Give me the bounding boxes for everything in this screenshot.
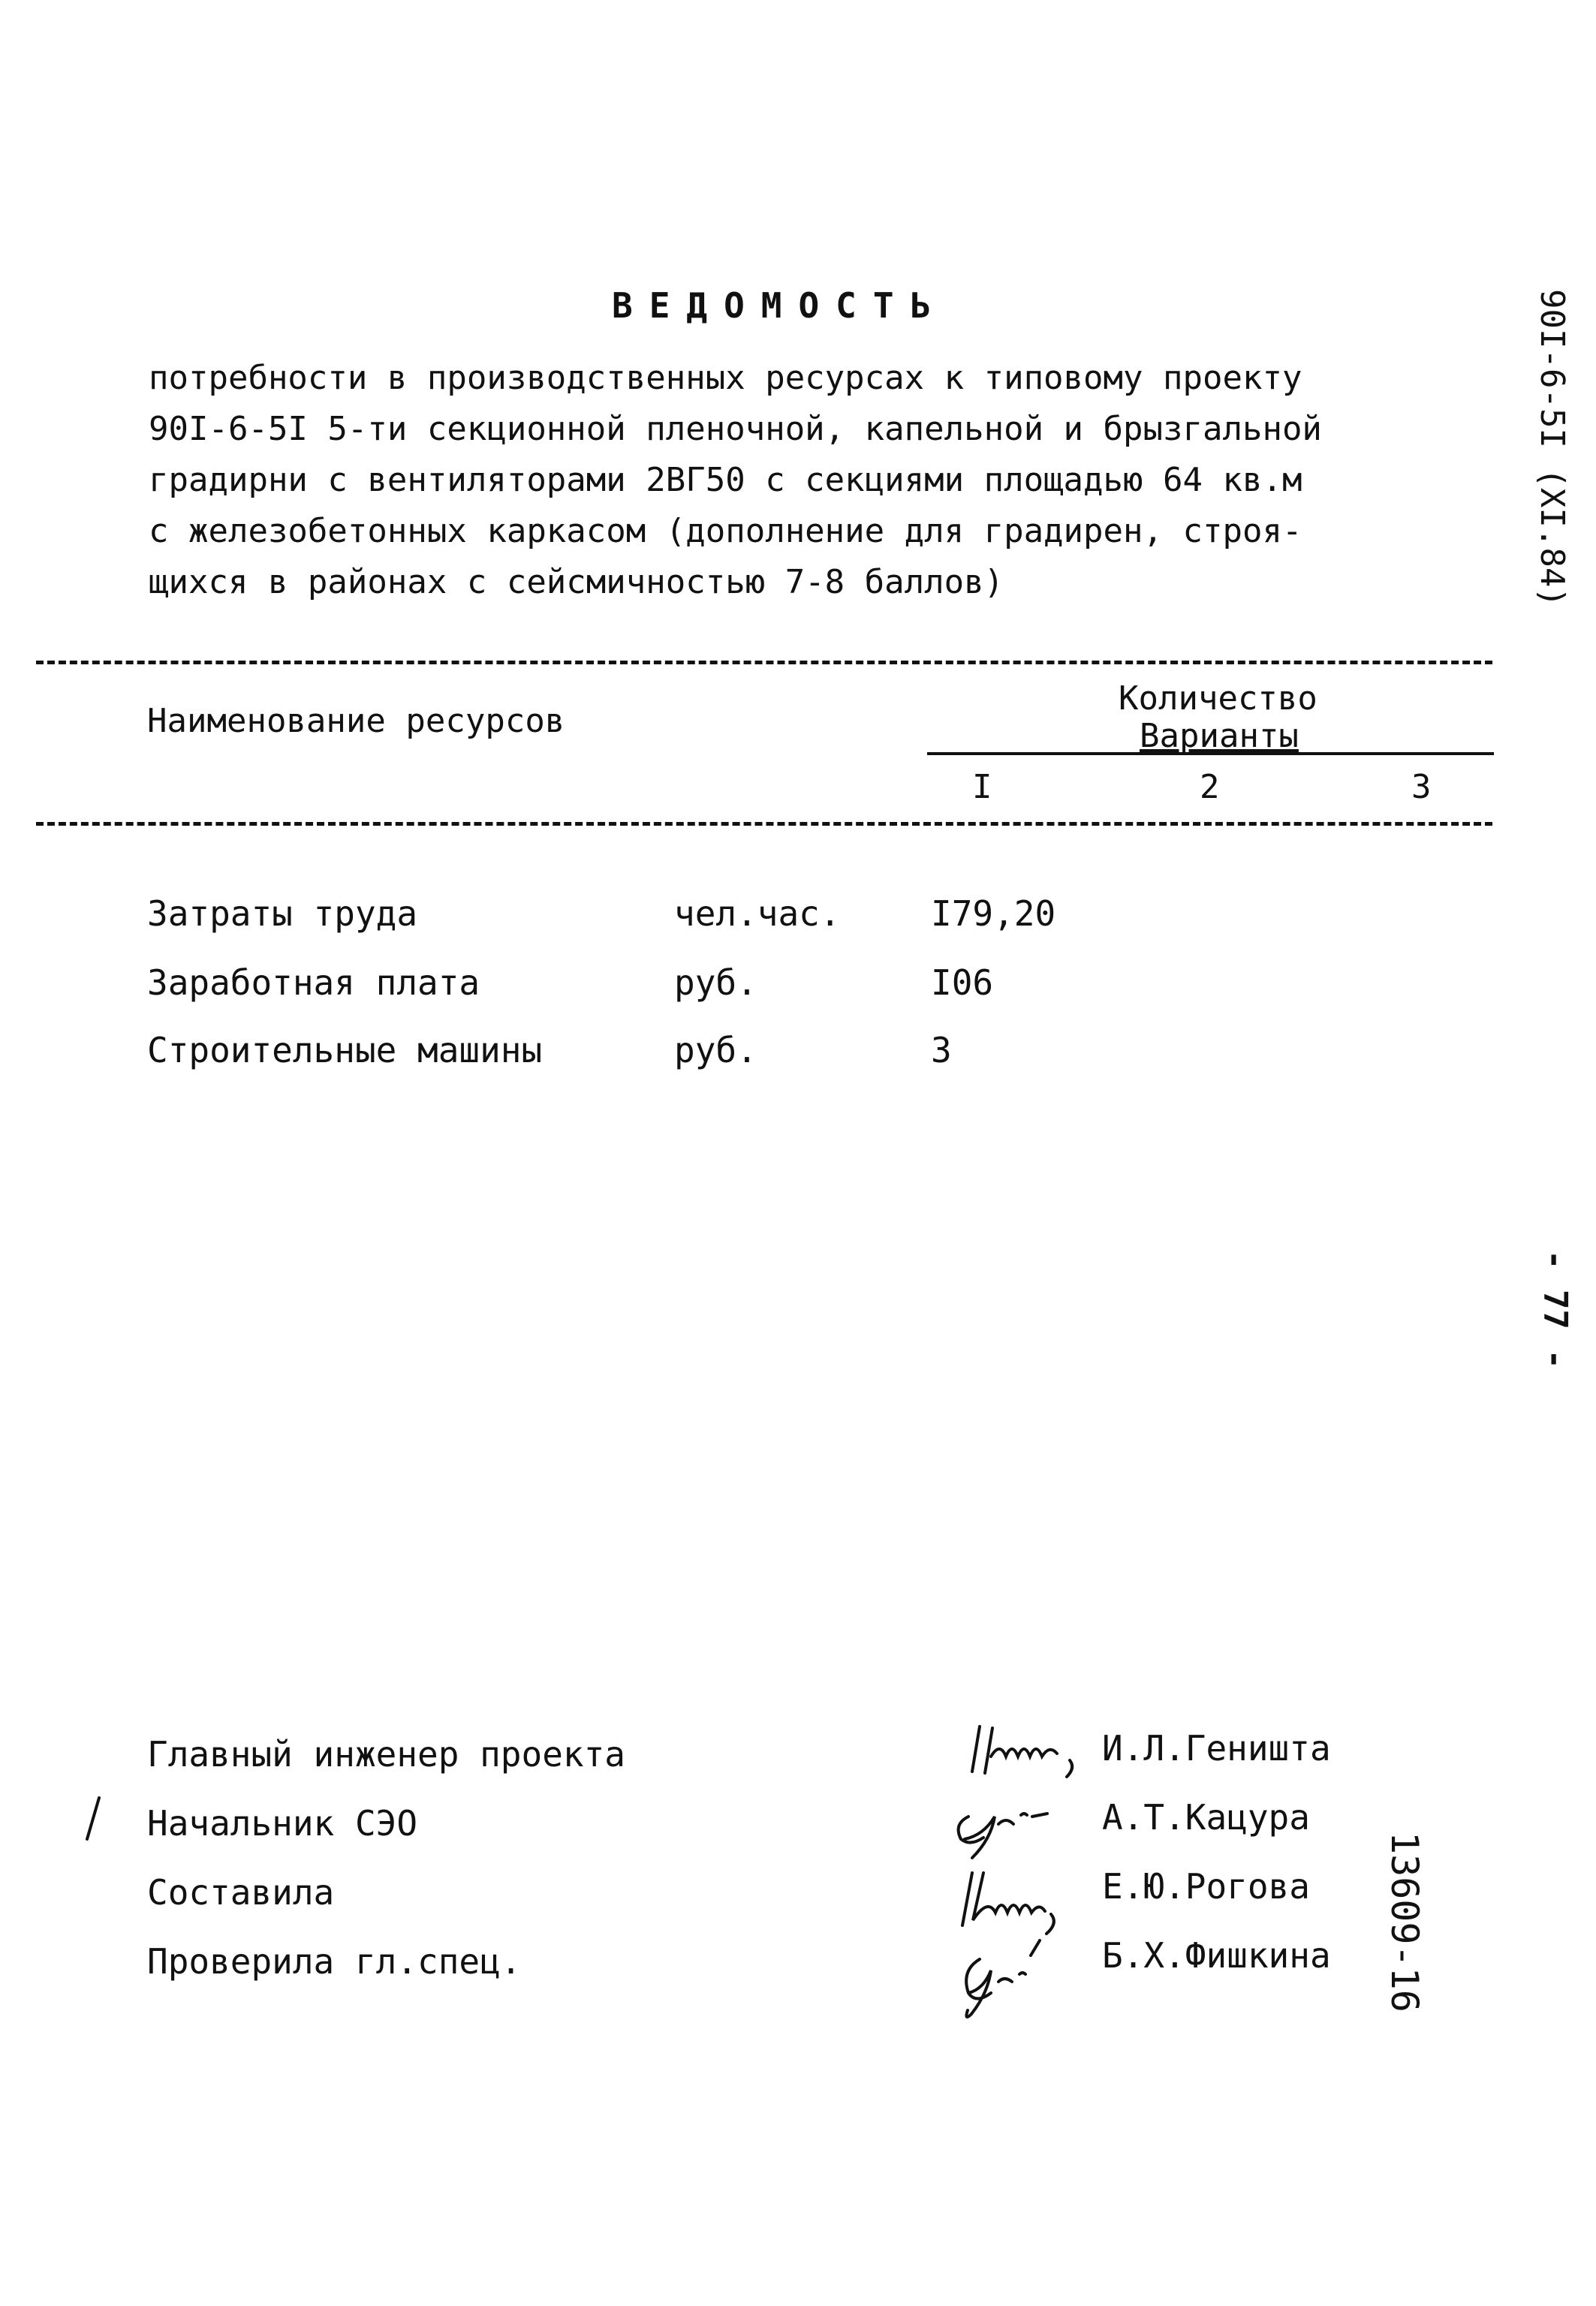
handwritten-signature: [962, 1873, 1054, 1955]
archive-number: 13609-16: [1383, 1832, 1426, 2012]
margin-slash-mark: [87, 1798, 99, 1839]
variant-number: 3: [1411, 768, 1432, 806]
signature-name: Е.Ю.Рогова: [1102, 1866, 1310, 1907]
row-name: Строительные машины: [147, 1030, 543, 1070]
variant-number: 2: [1200, 768, 1220, 806]
document-title: ВЕДОМОСТЬ: [612, 285, 948, 326]
handwritten-signature: [959, 1814, 1047, 1858]
subtitle-line: 90I-6-5I 5-ти секционной пленочной, капельной и брызгальной: [149, 410, 1322, 448]
signature-name: И.Л.Геништа: [1102, 1728, 1331, 1769]
subtitle-line: потребности в производственных ресурсах к типовому проекту: [149, 359, 1302, 397]
handwritten-signature: [972, 1726, 1072, 1777]
project-code-margin: 90I-6-5I (XI.84): [1533, 289, 1571, 607]
row-unit: руб.: [674, 1030, 757, 1070]
row-unit: чел.час.: [674, 893, 841, 934]
signature-name: А.Т.Кацура: [1102, 1797, 1310, 1838]
row-name: Заработная плата: [147, 962, 480, 1003]
subtitle-line: с железобетонных каркасом (дополнение для градирен, строя-: [149, 512, 1302, 550]
row-value: I06: [931, 962, 994, 1003]
signature-name: Б.Х.Фишкина: [1102, 1935, 1331, 1976]
variant-number: I: [972, 768, 992, 806]
page-number: - 77 -: [1536, 1250, 1574, 1369]
row-unit: руб.: [674, 962, 757, 1003]
header-quantity: Количество: [1119, 679, 1317, 718]
subtitle-line: градирни с вентиляторами 2ВГ50 с секциями площадью 64 кв.м: [149, 461, 1302, 499]
handwritten-signature: [966, 1959, 1025, 2017]
row-value: 3: [931, 1030, 952, 1070]
subtitle-line: щихся в районах с сейсмичностью 7-8 баллов): [149, 563, 1004, 601]
header-variants: Варианты: [1140, 717, 1299, 755]
row-value: I79,20: [931, 893, 1056, 934]
signature-role: Начальник СЭО: [147, 1803, 418, 1844]
header-resource-name: Наименование ресурсов: [147, 702, 565, 740]
signature-role: Проверила гл.спец.: [147, 1941, 522, 1982]
signature-role: Главный инженер проекта: [147, 1734, 625, 1775]
signature-role: Составила: [147, 1872, 335, 1913]
row-name: Затраты труда: [147, 893, 418, 934]
